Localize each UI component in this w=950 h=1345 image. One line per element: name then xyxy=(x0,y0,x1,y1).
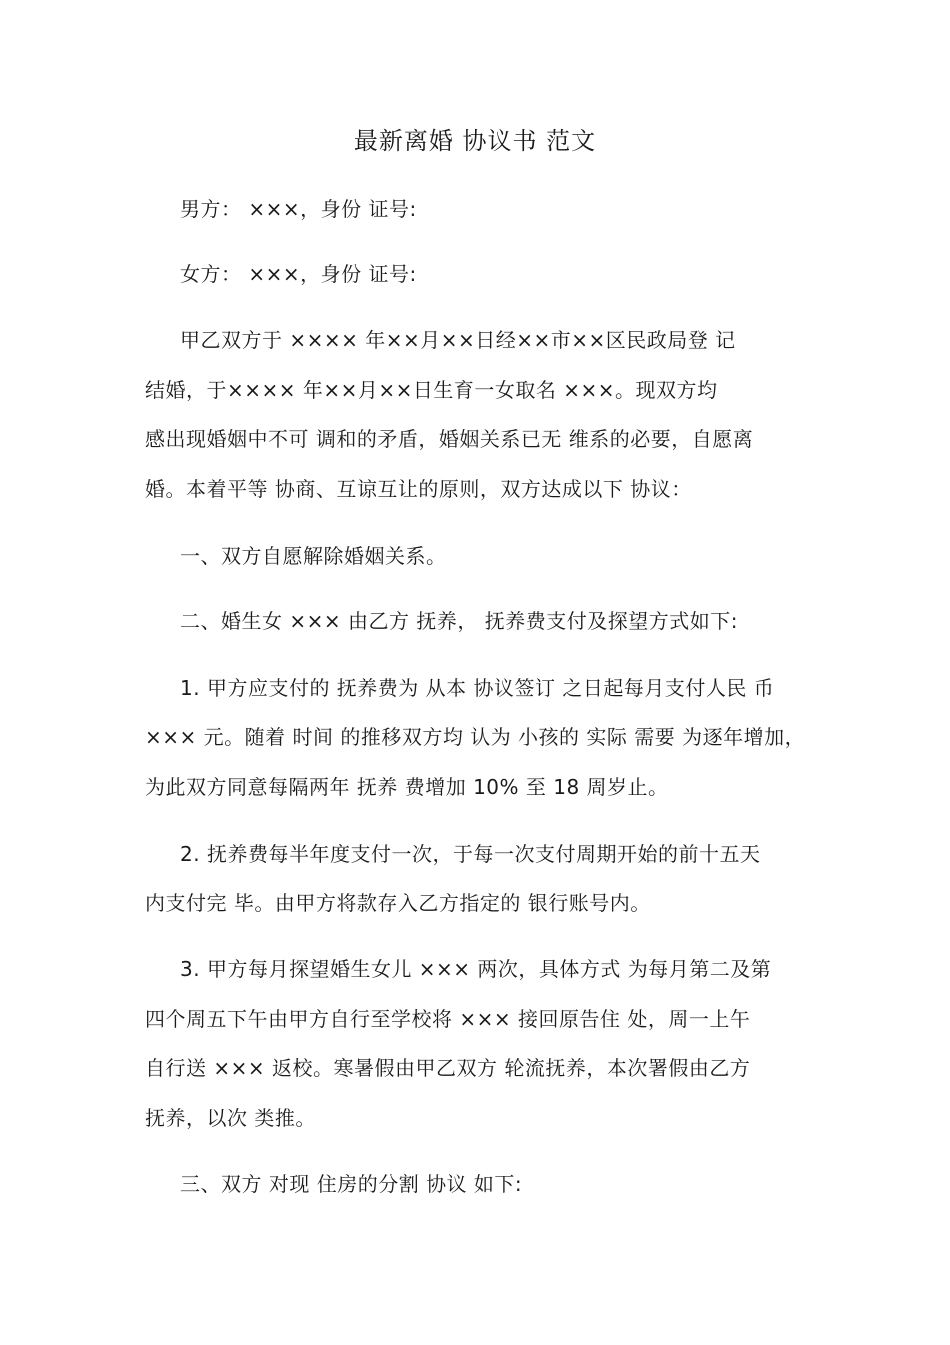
clause-1: 一、双方自愿解除婚姻关系。 xyxy=(180,544,447,568)
intro-line-3: 感出现婚姻中不可 调和的矛盾，婚姻关系已无 维系的必要，自愿离 xyxy=(145,427,754,451)
female-party-line: 女方： ×××，身份 证号: xyxy=(180,262,417,286)
intro-line-4: 婚。本着平等 协商、互谅互让的原则，双方达成以下 协议： xyxy=(145,477,692,501)
item-3-line-1: 3. 甲方每月探望婚生女儿 ××× 两次，具体方式 为每月第二及第 xyxy=(180,957,772,981)
item-1-line-1: 1. 甲方应支付的 抚养费为 从本 协议签订 之日起每月支付人民 币 xyxy=(180,676,775,700)
item-1-line-3: 为此双方同意每隔两年 抚养 费增加 10% 至 18 周岁止。 xyxy=(145,775,669,799)
item-2-line-1: 2. 抚养费每半年度支付一次，于每一次支付周期开始的前十五天 xyxy=(180,842,761,866)
item-1-line-2: ××× 元。随着 时间 的推移双方均 认为 小孩的 实际 需要 为逐年增加， xyxy=(145,725,806,749)
intro-line-2: 结婚，于×××× 年××月××日生育一女取名 ×××。现双方均 xyxy=(145,378,718,402)
clause-3: 三、双方 对现 住房的分割 协议 如下: xyxy=(180,1172,523,1196)
item-3-line-2: 四个周五下午由甲方自行至学校将 ××× 接回原告住 处，周一上午 xyxy=(145,1007,751,1031)
male-party-line: 男方： ×××，身份 证号: xyxy=(180,197,417,221)
document-title: 最新离婚 协议书 范文 xyxy=(353,127,597,155)
item-3-line-4: 抚养，以次 类推。 xyxy=(145,1106,316,1130)
item-2-line-2: 内支付完 毕。由甲方将款存入乙方指定的 银行账号内。 xyxy=(145,891,651,915)
item-3-line-3: 自行送 ××× 返校。寒暑假由甲乙双方 轮流抚养，本次署假由乙方 xyxy=(145,1056,751,1080)
intro-line-1: 甲乙双方于 ×××× 年××月××日经××市××区民政局登 记 xyxy=(180,328,736,352)
clause-2: 二、婚生女 ××× 由乙方 抚养， 抚养费支付及探望方式如下: xyxy=(180,609,738,633)
